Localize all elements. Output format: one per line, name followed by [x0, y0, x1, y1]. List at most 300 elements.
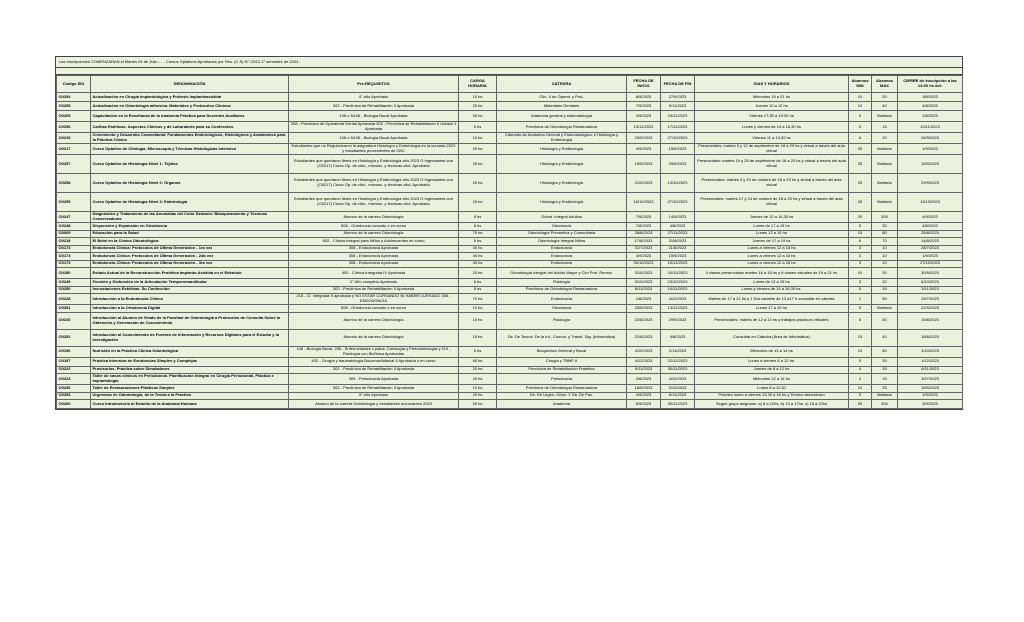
cell-min: 3 [849, 245, 872, 253]
cell-max: ilimitado [872, 144, 898, 155]
cell-max: ilimitado [872, 193, 898, 212]
cell-cierre: 22/9/2023 [898, 305, 963, 313]
cell-denominacion: Actualización en Cirugía Implantológica y Prótesis Implantoasistida [91, 93, 289, 102]
cell-inicio: 3/10/2023 [627, 268, 661, 279]
cell-fin: 13/10/2023 [661, 174, 695, 193]
cell-carga: 20 hs [459, 155, 497, 174]
col-denominacion: DENOMINACIÓN [91, 76, 289, 93]
cell-codigo: O0173 [57, 253, 91, 261]
cell-dias: Lunes 13 a 15 hs [695, 230, 849, 238]
cell-denominacion: Función y Disfunción de la Articulación Temporomandibular [91, 279, 289, 287]
cell-inicio: 7/9/2023 [627, 102, 661, 111]
cell-carga: 5 hs [459, 286, 497, 294]
sheet-title: Las Inscripciones COMENZARAN el Martes 04 de Julio - - - Cursos Optativos Aprobados por Res. (C.S) N° /2021 2° semestre de 2023 - [56, 57, 962, 68]
cell-codigo: O0248 [57, 223, 91, 231]
cell-catedra: Fisiología [497, 279, 627, 287]
cell-cierre: 26/9/2023 [898, 133, 963, 144]
cell-max: ilimitado [872, 392, 898, 400]
cell-inicio: 6/9/2023 [627, 400, 661, 409]
cell-min: 5 [849, 357, 872, 366]
cell-denominacion: Curso Optativo de Histología Nivel 2: Órganos [91, 174, 289, 193]
cell-cierre: 3/9/2023 [898, 400, 963, 409]
cell-cierre: 6/10/2023 [898, 279, 963, 287]
cell-max: 50 [872, 312, 898, 329]
table-row [57, 385, 963, 393]
table-row [57, 122, 963, 133]
cell-carga: 20 hs [459, 174, 497, 193]
cell-prerequisitos: 308 - Endodoncia Aprobada [289, 253, 459, 261]
cell-cierre: 4/9/2023 [898, 212, 963, 223]
cell-dias: Viernes 11 a 13,00 hs [695, 133, 849, 144]
cell-min: 25 [849, 155, 872, 174]
cell-denominacion: Incrustaciones Estéticas. Su Confección [91, 286, 289, 294]
cell-carga: 10 hs [459, 133, 497, 144]
cell-min: 10 [849, 93, 872, 102]
cell-denominacion: Endodoncia Clínica: Protocolos de Última Generación - 1ra vez [91, 245, 289, 253]
col-carga: CARGA HORARIA [459, 76, 497, 93]
cell-catedra: Histología y Embriología [497, 174, 627, 193]
cell-carga: 60 hs [459, 357, 497, 366]
cell-catedra: Clín. II de Operat. y Prot. [497, 93, 627, 102]
cell-prerequisitos: Estudiantes que quedaron libres en Histología y Embriología año 2023 O Ingresantes con (O0217) Curso Op. de citol., microsc. y técnicas citol. Aprobado [289, 193, 459, 212]
cell-cierre: 18/8/2023 [898, 329, 963, 346]
table-row [57, 223, 963, 231]
cell-codigo: O0255 [57, 102, 91, 111]
col-max: Alumnos MAX [872, 76, 898, 93]
cell-dias: Lunes de 13 a 15 hs [695, 279, 849, 287]
cell-inicio: 25/9/2023 [627, 305, 661, 313]
cell-dias: Jueves 10 a 12 hs [695, 102, 849, 111]
cell-catedra: Odontología Integral Niños [497, 238, 627, 246]
cell-dias: Presenciales: martes 5 y 12 de septiembre de 18 a 20 hs y virtual a través del aula virtual [695, 144, 849, 155]
cell-prerequisitos: 2° Año completo Aprobado [289, 279, 459, 287]
cell-min: 3 [849, 260, 872, 268]
cell-max: 80 [872, 230, 898, 238]
cell-denominacion: Curso Optativo de Histología Nivel 3: Embriología [91, 193, 289, 212]
cell-cierre: 4/8/2023 [898, 223, 963, 231]
cell-dias: Lunes a viernes 8 a 12 hs. [695, 357, 849, 366]
cell-dias: Consultar en Cátedra (Área de Informática) [695, 329, 849, 346]
cell-fin: 29/9/2023 [661, 312, 695, 329]
courses-table [56, 75, 963, 409]
cell-cierre: 13/10/2023 [898, 193, 963, 212]
header-row [57, 76, 963, 93]
cell-max: 70 [872, 238, 898, 246]
cell-max: 300 [872, 400, 898, 409]
cell-max: 40 [872, 102, 898, 111]
cell-fin: 4/8/2023 [661, 223, 695, 231]
cell-catedra: Dir. De Urgen. Odon. Y Dir. De Pac. [497, 392, 627, 400]
cell-inicio: 16/10/2023 [627, 193, 661, 212]
cell-catedra: Histología y Embriología [497, 144, 627, 155]
table-row [57, 230, 963, 238]
cell-dias: Presenciales: martes 19 y 26 de septiembre de 18 a 20 hs y virtual a través del aula virtual [695, 155, 849, 174]
cell-dias: Lunes a viernes 12 a 16 hs [695, 253, 849, 261]
table-row [57, 312, 963, 329]
cell-min: 10 [849, 102, 872, 111]
table-row [57, 144, 963, 155]
cell-prerequisitos: 4° año Aprobado [289, 93, 459, 102]
cell-fin: 17/11/2023 [661, 122, 695, 133]
cell-fin: 27/10/2023 [661, 133, 695, 144]
table-row [57, 245, 963, 253]
cell-cierre: 6/11/2023 [898, 366, 963, 374]
cell-carga: 30 hs [459, 111, 497, 122]
cell-denominacion: El Bebé en la Clínica Odontológica [91, 238, 289, 246]
cell-cierre: 1/12/2023 [898, 357, 963, 366]
cell-carga: 20 hs [459, 392, 497, 400]
col-catedra: CÁTEDRA [497, 76, 627, 93]
cell-carga: 70 hs [459, 230, 497, 238]
cell-denominacion: Diagnóstico y Tratamiento de las Anomalías del Color Dentario: Blanqueamiento y Técnicas Conservadoras [91, 212, 289, 223]
cell-denominacion: Introducción a la Ortodoncia Digital [91, 305, 289, 313]
cell-inicio: 28/8/2023 [627, 230, 661, 238]
cell-prerequisitos: 308 - Endodoncia Aprobada [289, 245, 459, 253]
cell-cierre: 30/9/2023 [898, 268, 963, 279]
cell-carga: 20 hs [459, 102, 497, 111]
cell-denominacion: Introducción a la Endodoncia Clínica [91, 294, 289, 305]
col-codigo: Codigo SIU [57, 76, 91, 93]
cell-inicio: 6/11/2023 [627, 286, 661, 294]
table-row [57, 346, 963, 357]
col-min: Alumnos MIN [849, 76, 872, 93]
cell-dias: Viernes 17:30 a 19:30 hs [695, 111, 849, 122]
cell-min: 3 [849, 253, 872, 261]
title-spacer [56, 68, 962, 75]
cell-prerequisitos: Estudiantes que no Regularizaron la asignatura Histología y Embriología en la cursada 2023 y estudiantes provenientes de CBC [289, 144, 459, 155]
cell-fin: 27/9/2023 [661, 93, 695, 102]
col-cierre: CIERRE de inscripción a las 14:00 hs del: [898, 76, 963, 93]
cell-catedra: Anatomía general y estomatología [497, 111, 627, 122]
cell-carga: 50 hs [459, 400, 497, 409]
table-row [57, 357, 963, 366]
cell-carga: 15 hs [459, 329, 497, 346]
cell-fin: 22/12/2023 [661, 357, 695, 366]
cell-dias: Miércoles 19 a 21 hs [695, 93, 849, 102]
cell-dias: Miércoles de 13 a 14 hs [695, 346, 849, 357]
cell-denominacion: Curso Optativo de Citología, Microscopía y Técnicas Histológicas Intensivo [91, 144, 289, 155]
cell-max: 15 [872, 122, 898, 133]
table-row [57, 286, 963, 294]
table-row [57, 260, 963, 268]
cell-max: 10 [872, 253, 898, 261]
cell-dias: Lunes a viernes 12 a 16 hs [695, 260, 849, 268]
cell-catedra: Odont. Integral Adultos [497, 212, 627, 223]
cell-carga: 20 hs [459, 268, 497, 279]
cell-catedra: Odontología Integral del Adulto Mayor y Clín Prot. Remov. [497, 268, 627, 279]
cell-carga: 20 hs [459, 374, 497, 385]
cell-min: 15 [849, 230, 872, 238]
cell-max: 25 [872, 385, 898, 393]
cell-prerequisitos: 302 - Preclínica de Rehabilitación II Aprobada [289, 366, 459, 374]
cell-prerequisitos: 302 - Preclínica de Rehabilitación II Aprobada [289, 286, 459, 294]
cell-min: 50 [849, 400, 872, 409]
cell-codigo: O0215 [57, 133, 91, 144]
cell-cierre: 15/9/2023 [898, 385, 963, 393]
cell-fin: 24/10/2023 [661, 268, 695, 279]
cell-min: 4 [849, 374, 872, 385]
cell-dias: Lunes 17 a 19 hs [695, 305, 849, 313]
cell-min: 5 [849, 286, 872, 294]
cell-inicio: 2/10/2023 [627, 174, 661, 193]
table-row [57, 268, 963, 279]
table-row [57, 253, 963, 261]
cell-inicio: 31/7/2023 [627, 245, 661, 253]
cell-max: 30 [872, 357, 898, 366]
cell-codigo: O0249 [57, 279, 91, 287]
cell-prerequisitos: Alumno de la carrera Odontología [289, 312, 459, 329]
cell-inicio: 1/8/2023 [627, 294, 661, 305]
cell-denominacion: Curso Introductorio al Estudio de la Anatomía Humana [91, 400, 289, 409]
cell-max: 20 [872, 93, 898, 102]
cell-fin: 15/9/2023 [661, 144, 695, 155]
cell-codigo: O0220 [57, 312, 91, 329]
cell-inicio: 7/9/2023 [627, 212, 661, 223]
table-row [57, 305, 963, 313]
cell-prerequisitos: 106 o N106 - Biología Bucal Aprobada [289, 111, 459, 122]
cell-inicio: 4/12/2023 [627, 357, 661, 366]
cell-denominacion: Carillas Estéticas. Aspectos Clínicos y de Laboratorio para su Confección. [91, 122, 289, 133]
cell-inicio: 18/9/2023 [627, 385, 661, 393]
cell-codigo: O0254 [57, 93, 91, 102]
cell-inicio: 17/8/2023 [627, 238, 661, 246]
cell-prerequisitos: 302 - Preclínica de Rehabilitación II Aprobada [289, 385, 459, 393]
cell-fin: 27/11/2023 [661, 230, 695, 238]
cell-prerequisitos: 4° año Aprobado [289, 392, 459, 400]
cell-catedra: Histología y Embriología [497, 193, 627, 212]
table-row [57, 392, 963, 400]
course-sheet [55, 56, 963, 410]
cell-min: 4 [849, 366, 872, 374]
cell-fin: 4/12/2023 [661, 294, 695, 305]
cell-catedra: Preclínica de Rehabilitación Protética [497, 366, 627, 374]
cell-min: 10 [849, 346, 872, 357]
cell-cierre: 27/10/2023 [898, 260, 963, 268]
cell-min: 20 [849, 212, 872, 223]
cell-max: 30 [872, 223, 898, 231]
cell-prerequisitos: 402 - Cirugía y traumatología Bucomaxilofacial II Aprobada o en curso [289, 357, 459, 366]
cell-catedra: Odontología Preventiva y Comunitaria [497, 230, 627, 238]
cell-cierre: 25/8/2023 [898, 230, 963, 238]
table-row [57, 212, 963, 223]
cell-max: ilimitado [872, 174, 898, 193]
cell-codigo: O0218 [57, 238, 91, 246]
cell-min: 10 [849, 268, 872, 279]
cell-denominacion: Taller de Restauraciones Plásticas Simples [91, 385, 289, 393]
cell-catedra: Ortodoncia [497, 223, 627, 231]
cell-denominacion: Endodoncia Clínica: Protocolos de Última Generación - 2da vez [91, 253, 289, 261]
cell-denominacion: Actualización en Odontología adhesiva. Materiales y Protocolos Clínicos [91, 102, 289, 111]
cell-inicio: 6/9/2023 [627, 93, 661, 102]
cell-prerequisitos: 502 - Clínica Integral para Niños y Adolescentes en curso [289, 238, 459, 246]
table-row [57, 279, 963, 287]
cell-prerequisitos: Estudiantes que quedaron libres en Histología y Embriología año 2023 O Ingresantes con (O0217) Curso Op. de citol., microsc. y técnicas citol. Aprobado [289, 174, 459, 193]
cell-codigo: O0258 [57, 174, 91, 193]
cell-catedra: Bioquímica General y Bucal [497, 346, 627, 357]
cell-catedra: Endodoncia [497, 253, 627, 261]
cell-codigo: O0173 [57, 260, 91, 268]
cell-inicio: 9/11/2023 [627, 366, 661, 374]
cell-prerequisitos: 403 - Clínica Integrada IV Aprobada [289, 268, 459, 279]
cell-dias: Lunes y viernes de 14 a 16,30 hs. [695, 286, 849, 294]
table-row [57, 329, 963, 346]
cell-fin: 30/11/2023 [661, 400, 695, 409]
cell-prerequisitos: Alumno de la carrera Odontología [289, 329, 459, 346]
cell-fin: 10/11/2023 [661, 260, 695, 268]
cell-min: 25 [849, 174, 872, 193]
col-fin: FECHA DE FIN [661, 76, 695, 93]
cell-inicio: 4/9/2023 [627, 144, 661, 155]
cell-codigo: O0180 [57, 268, 91, 279]
cell-dias: Presenciales: martes de 12 a 13 hs y trabajos prácticos virtuales [695, 312, 849, 329]
cell-carga: 5 hs [459, 346, 497, 357]
cell-catedra: Periodoncia [497, 374, 627, 385]
cell-inicio: 4/9/2023 [627, 253, 661, 261]
cell-cierre: 28/7/2023 [898, 245, 963, 253]
cell-max: 10 [872, 245, 898, 253]
cell-prerequisitos: 302 - Preclínica de Rehabilitación II Aprobada [289, 102, 459, 111]
cell-catedra: Anatomía [497, 400, 627, 409]
cell-max: ilimitado [872, 305, 898, 313]
cell-inicio: 4/9/2023 [627, 392, 661, 400]
cell-prerequisitos: Alumno de la carrera Odontología y estudiantes recursantes 2023 [289, 400, 459, 409]
cell-min: 25 [849, 193, 872, 212]
cell-prerequisitos: 106 o N106 - Biología Bucal Aprobada [289, 133, 459, 144]
cell-fin: 27/10/2023 [661, 193, 695, 212]
cell-inicio: 29/9/2023 [627, 133, 661, 144]
cell-min: 3 [849, 279, 872, 287]
col-inicio: FECHA DE INICIO [627, 76, 661, 93]
cell-codigo: O0205 [57, 111, 91, 122]
cell-catedra: Preclínica de Odontología Restauradora [497, 385, 627, 393]
cell-prerequisitos: Estudiantes que quedaron libres en Histología y Embriología año 2023 O Ingresantes con (O0217) Curso Op. de citol., microsc. y técnicas citol. Aprobado [289, 155, 459, 174]
cell-carga: 40 hs [459, 260, 497, 268]
cell-inicio: 30/10/2023 [627, 260, 661, 268]
cell-prerequisitos: 106 - Biología Bucal, 205 - Enfermedades x placa: Cariología y Periodontología y 219 - Fisiología con Biofísica Aprobadas [289, 346, 459, 357]
cell-carga: 10 hs [459, 305, 497, 313]
cell-max: ilimitado [872, 155, 898, 174]
cell-codigo: O0196 [57, 346, 91, 357]
cell-dias: 4 clases presenciales martes 16 a 18 hs y 6 clases virtuales de 19 a 21 hs [695, 268, 849, 279]
cell-catedra: Dir. De Tecnol. De la Inf., Comun. y Transf. Dig. (Informática) [497, 329, 627, 346]
table-row [57, 155, 963, 174]
cell-codigo: O0222 [57, 366, 91, 374]
cell-carga: 5 hs [459, 122, 497, 133]
cell-denominacion: Introducción al Alumno de Grado de la Facultad de Odontología a Protocolos de Consulta Sobre la Obtención y Generación de Conocimiento [91, 312, 289, 329]
table-row [57, 111, 963, 122]
cell-cierre: 1/9/2023 [898, 392, 963, 400]
cell-inicio: 13/11/2023 [627, 122, 661, 133]
table-body [57, 93, 963, 409]
cell-cierre: 1/8/2023 [898, 111, 963, 122]
table-row [57, 400, 963, 409]
cell-fin: 15/9/2023 [661, 253, 695, 261]
cell-catedra: Endodoncia [497, 294, 627, 305]
table-row [57, 238, 963, 246]
cell-denominacion: Estado Actual de la Reconstrucción Protética Implanto Asistida en el Edéntulo [91, 268, 289, 279]
cell-cierre: 1/9/2023 [898, 253, 963, 261]
cell-min: 6 [849, 238, 872, 246]
cell-catedra: Cirugía y TBMF II [497, 357, 627, 366]
cell-carga: 15 hs [459, 312, 497, 329]
cell-fin: 23/10/2023 [661, 279, 695, 287]
cell-catedra: Endodoncia [497, 245, 627, 253]
cell-dias: Práctico lunes a viernes 13,30 a 16 hs y Teórico asincrónico [695, 392, 849, 400]
cell-cierre: 1/9/2023 [898, 144, 963, 155]
cell-max: 200 [872, 212, 898, 223]
cell-min: 15 [849, 329, 872, 346]
cell-dias: Presenciales: martes 3 y 10 de octubre de 18 a 20 hs y virtual a través del aula virtual [695, 174, 849, 193]
cell-inicio: 2/8/2023 [627, 374, 661, 385]
cell-dias: Jueves de 8 a 12 hs [695, 366, 849, 374]
cell-cierre: 4/8/2023 [898, 102, 963, 111]
cell-catedra: Endodoncia [497, 260, 627, 268]
cell-min: 5 [849, 305, 872, 313]
cell-cierre: 30/7/2023 [898, 374, 963, 385]
cell-fin: 9/11/2023 [661, 102, 695, 111]
col-prerequisitos: Pre-REQUISITOS [289, 76, 459, 93]
cell-denominacion: Disyunción y Expansión en Ortodoncia [91, 223, 289, 231]
cell-fin: 10/11/2023 [661, 286, 695, 294]
cell-fin: 1/11/2023 [661, 346, 695, 357]
cell-dias: Presenciales: martes 17 y 24 de octubre de 18 a 20 hs y virtual a través del aula virtual [695, 193, 849, 212]
cell-fin: 13/11/2023 [661, 305, 695, 313]
cell-fin: 24/11/2023 [661, 111, 695, 122]
cell-codigo: O0259 [57, 193, 91, 212]
cell-carga: 40 hs [459, 253, 497, 261]
cell-carga: 20 hs [459, 366, 497, 374]
cell-cierre: 10/11/2023 [898, 122, 963, 133]
table-row [57, 93, 963, 102]
table-row [57, 366, 963, 374]
cell-min: 5 [849, 122, 872, 133]
cell-min: 5 [849, 392, 872, 400]
table-row [57, 374, 963, 385]
cell-dias: Jueves de 17 a 19 hs [695, 238, 849, 246]
cell-prerequisitos: 309 - Periodoncia Aprobada [289, 374, 459, 385]
cell-max: 15 [872, 374, 898, 385]
cell-fin: 4/10/2023 [661, 374, 695, 385]
cell-carga: 20 hs [459, 144, 497, 155]
cell-carga: 20 hs [459, 193, 497, 212]
cell-max: 60 [872, 346, 898, 357]
cell-max: 20 [872, 279, 898, 287]
col-dias: DIAS Y HORARIOS [695, 76, 849, 93]
cell-cierre: 15/9/2023 [898, 155, 963, 174]
cell-min: 3 [849, 111, 872, 122]
table-row [57, 193, 963, 212]
cell-dias: Martes de 17 a 21 hs y 1 Día variable de 13 a17 h consultar en cátedra [695, 294, 849, 305]
cell-max: 30 [872, 268, 898, 279]
cell-inicio: 9/10/2023 [627, 279, 661, 287]
cell-fin: 4/8/2023 [661, 329, 695, 346]
cell-min: 5 [849, 312, 872, 329]
cell-codigo: O0251 [57, 305, 91, 313]
cell-fin: 6/11/2023 [661, 392, 695, 400]
cell-inicio: 22/8/2023 [627, 312, 661, 329]
cell-catedra: Histología y Embriología [497, 155, 627, 174]
cell-codigo: O0223 [57, 374, 91, 385]
cell-prerequisitos: 208 - Preclínica de Operatoria Dental Aprobada 302 - Preclínica de Rehabilitación II Unidad 1 Aprobada [289, 122, 459, 133]
cell-prerequisitos: 218 - Cl. Integrada II aprobada y NO ESTAR CURSANDO NI HABER CURSADO 308 - ENDODONCIA [289, 294, 459, 305]
cell-min: 25 [849, 144, 872, 155]
cell-prerequisitos: 506 - Ortodoncia cursado o en curso [289, 223, 459, 231]
cell-codigo: O0247 [57, 212, 91, 223]
cell-prerequisitos: 308 - Endodoncia Aprobada [289, 260, 459, 268]
cell-codigo: O0260 [57, 400, 91, 409]
cell-dias: Miércoles 12 a 14 hs [695, 374, 849, 385]
cell-fin: 30/11/2023 [661, 366, 695, 374]
